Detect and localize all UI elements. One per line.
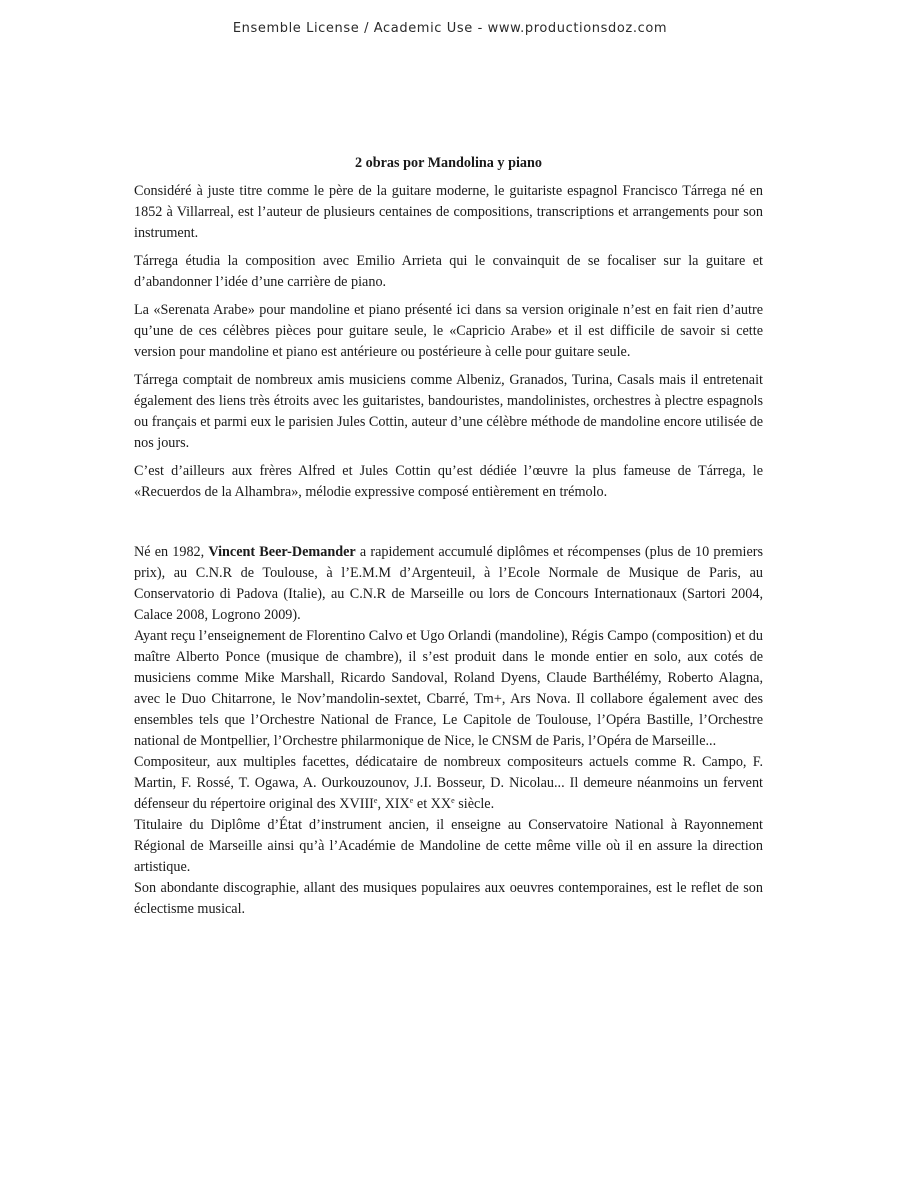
bio-p1-pre: Né en 1982, xyxy=(134,544,209,560)
bio-p3-text: Compositeur, aux multiples facettes, dédicataire de nombreux compositeurs actuels comme R. Campo, F. Martin, F. Rossé, T. Ogawa, A. Ourkouzounov, J.I. Bosseur, D. Nicolau... Il demeure néanmoins un fervent défenseur du répertoire original des XVIII xyxy=(134,754,763,812)
intro-section xyxy=(134,153,763,510)
bio-paragraph-3 xyxy=(134,752,763,815)
superscript-e: e xyxy=(451,796,455,805)
superscript-e: e xyxy=(409,796,414,805)
artist-name: Vincent Beer-Demander xyxy=(208,544,356,560)
biography-section xyxy=(134,542,763,920)
bio-p3-mid2: et XX xyxy=(413,796,452,812)
intro-paragraph-1: Considéré à juste titre comme le père de la guitare moderne, le guitariste espagnol Francisco Tárrega né en 1852 à Villarreal, est l’auteur de plusieurs centaines de compositions, transcriptions et arrangements pour son instrument. xyxy=(134,183,763,241)
bio-p3-mid1: , XIX xyxy=(377,796,410,812)
bio-p1-post: a rapidement accumulé diplômes et récompenses (plus de 10 premiers prix), au C.N.R de Toulouse, à l’E.M.M d’Argenteuil, à l’Ecole Normale de Musique de Paris, au Conservatorio di Padova (Italie), au C.N.R de Marseille ou lors de Concours Internationaux (Sartori 2004, Calace 2008, Logrono 2009). xyxy=(134,544,763,623)
superscript-e: e xyxy=(373,796,378,805)
intro-title: 2 obras por Mandolina y piano xyxy=(355,155,542,171)
license-header: Ensemble License / Academic Use - www.productionsdoz.com xyxy=(232,21,668,36)
intro-paragraph-3: La «Serenata Arabe» pour mandoline et piano présenté ici dans sa version originale n’est en fait rien d’autre qu’une de ces célèbres pièces pour guitare seule, le «Capricio Arabe» et il est difficile de savoir si cette version pour mandoline et piano est antérieure ou postérieure à celle pour guitare seule. xyxy=(134,302,763,360)
bio-paragraph-1 xyxy=(134,542,763,626)
bio-paragraph-2: Ayant reçu l’enseignement de Florentino Calvo et Ugo Orlandi (mandoline), Régis Campo (composition) et du maître Alberto Ponce (musique de chambre), il s’est produit dans le monde entier en solo, aux cotés de musiciens comme Mike Marshall, Ricardo Sandoval, Roland Dyens, Claude Barthélémy, Roberto Alagna, avec le Duo Chitarrone, le Nov’mandolin-sextet, Cbarré, Tm+, Ars Nova. Il collabore également avec des ensembles tels que l’Orchestre National de France, Le Capitole de Toulouse, l’Opéra Bastille, l’Orchestre national de Montpellier, l’Orchestre philarmonique de Nice, le CNSM de Paris, l’Opéra de Marseille... xyxy=(134,628,763,749)
intro-paragraph-5: C’est d’ailleurs aux frères Alfred et Jules Cottin qu’est dédiée l’œuvre la plus fameuse de Tárrega, le «Recuerdos de la Alhambra», mélodie expressive composé entièrement en trémolo. xyxy=(134,463,763,500)
bio-paragraph-5: Son abondante discographie, allant des musiques populaires aux oeuvres contemporaines, est le reflet de son éclectisme musical. xyxy=(134,880,763,917)
intro-paragraph-4: Tárrega comptait de nombreux amis musiciens comme Albeniz, Granados, Turina, Casals mais il entretenait également des liens très étroits avec les guitaristes, bandouristes, mandolinistes, orchestres à plectre espagnols ou français et parmi eux le parisien Jules Cottin, auteur d’une célèbre méthode de mandoline encore utilisée de nos jours. xyxy=(134,372,763,451)
bio-paragraph-4: Titulaire du Diplôme d’État d’instrument ancien, il enseigne au Conservatoire National à Rayonnement Régional de Marseille ainsi qu’à l’Académie de Mandoline de cette même ville où il en assure la direction artistique. xyxy=(134,817,763,875)
intro-paragraph-2: Tárrega étudia la composition avec Emilio Arrieta qui le convainquit de se focaliser sur la guitare et d’abandonner l’idée d’une carrière de piano. xyxy=(134,253,763,290)
bio-p3-end: siècle. xyxy=(454,796,495,812)
